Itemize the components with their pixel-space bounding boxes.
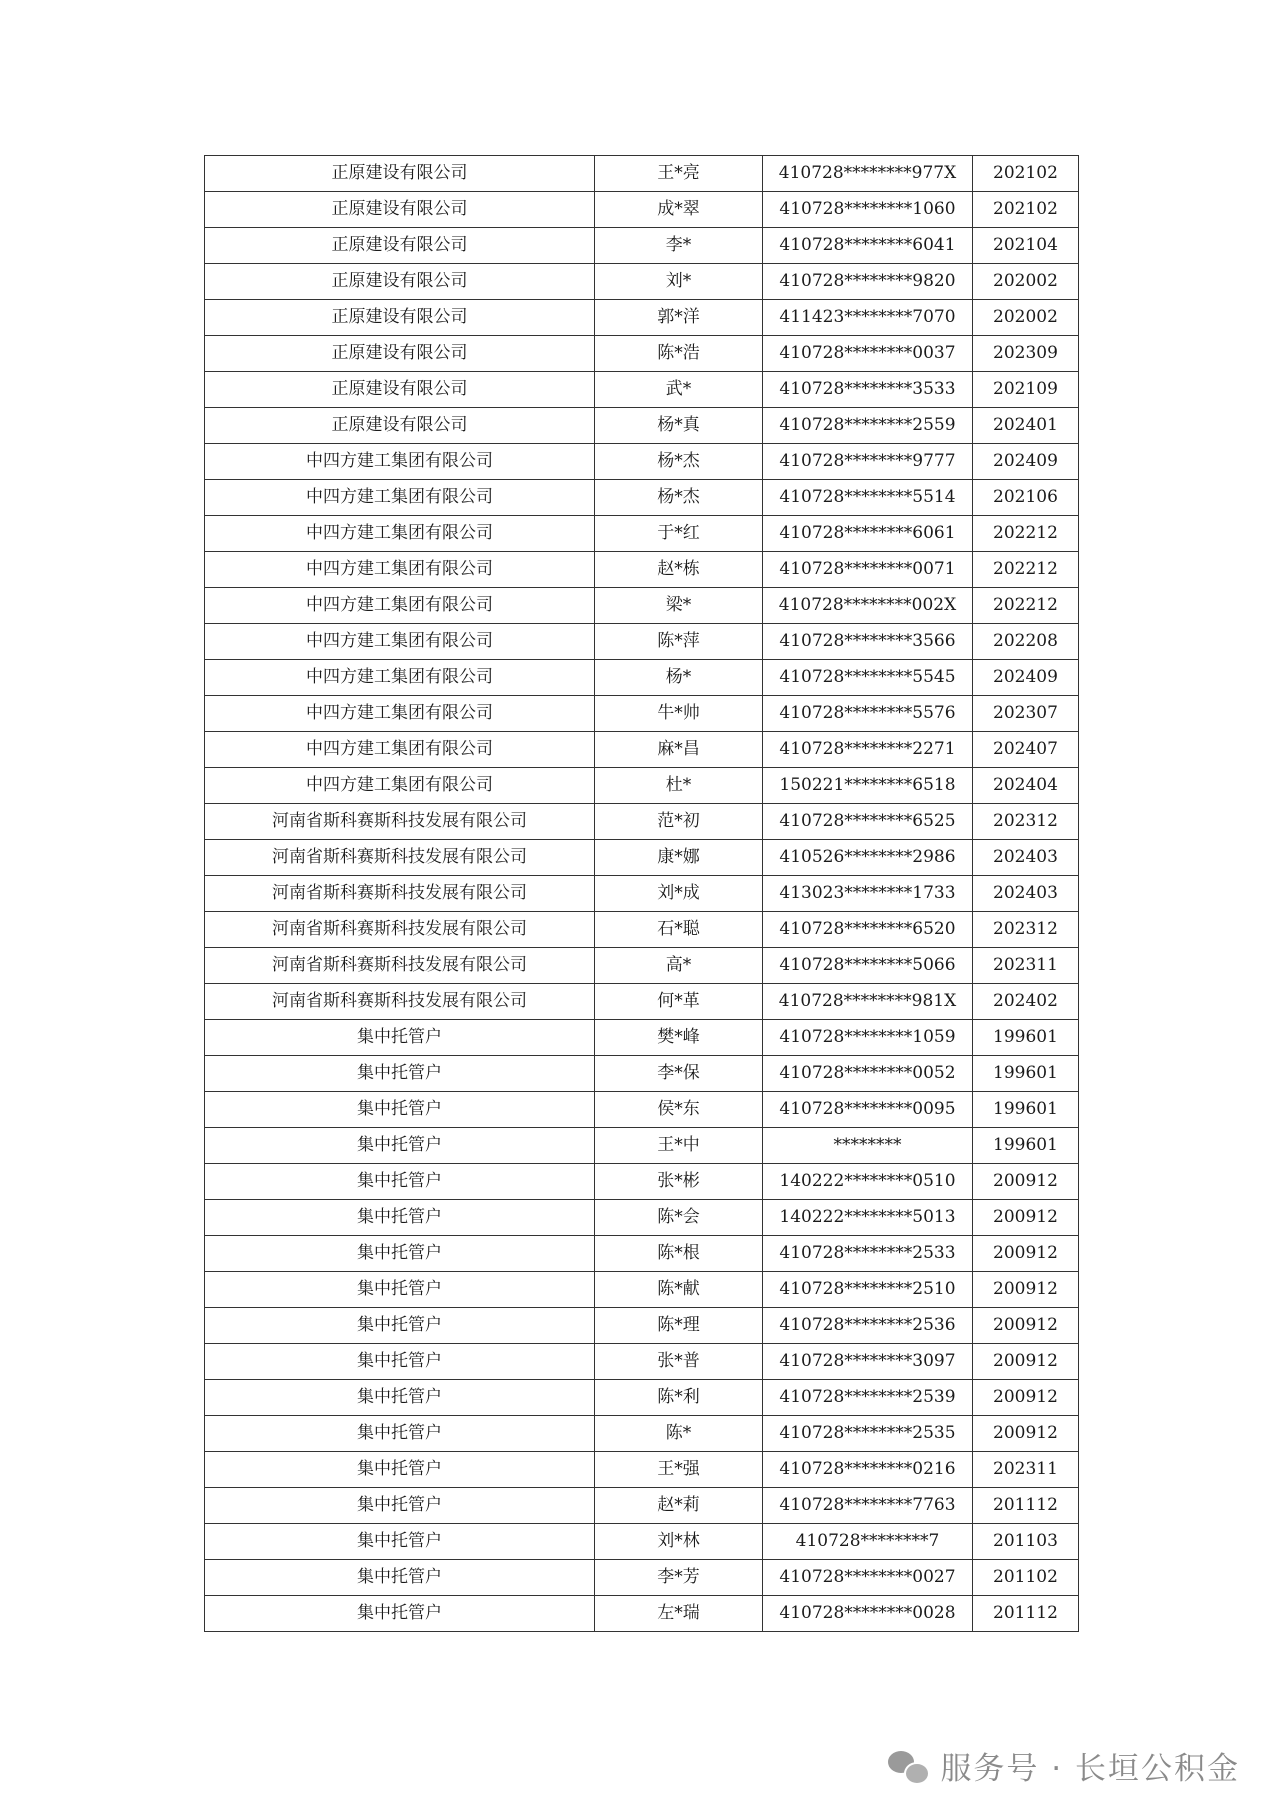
name-cell: 牛*帅 — [595, 696, 763, 732]
id-number-cell: 410728********2271 — [763, 732, 973, 768]
id-number-cell: 150221********6518 — [763, 768, 973, 804]
company-cell: 河南省斯科赛斯科技发展有限公司 — [205, 912, 595, 948]
name-cell: 陈*浩 — [595, 336, 763, 372]
date-cell: 202212 — [973, 588, 1079, 624]
id-number-cell: 410728********3097 — [763, 1344, 973, 1380]
company-cell: 集中托管户 — [205, 1272, 595, 1308]
name-cell: 杨*真 — [595, 408, 763, 444]
name-cell: 李*保 — [595, 1056, 763, 1092]
table-row — [205, 1236, 1079, 1272]
company-cell: 河南省斯科赛斯科技发展有限公司 — [205, 840, 595, 876]
table-row — [205, 984, 1079, 1020]
company-cell: 集中托管户 — [205, 1020, 595, 1056]
name-cell: 郭*洋 — [595, 300, 763, 336]
name-cell: 杜* — [595, 768, 763, 804]
company-cell: 集中托管户 — [205, 1416, 595, 1452]
date-cell: 200912 — [973, 1344, 1079, 1380]
table-row — [205, 516, 1079, 552]
company-cell: 集中托管户 — [205, 1056, 595, 1092]
company-cell: 正原建设有限公司 — [205, 264, 595, 300]
company-cell: 中四方建工集团有限公司 — [205, 444, 595, 480]
company-cell: 正原建设有限公司 — [205, 192, 595, 228]
table-row — [205, 444, 1079, 480]
id-number-cell: 410728********1059 — [763, 1020, 973, 1056]
company-cell: 集中托管户 — [205, 1596, 595, 1632]
table-row — [205, 948, 1079, 984]
id-number-cell: 410728********0027 — [763, 1560, 973, 1596]
name-cell: 樊*峰 — [595, 1020, 763, 1056]
name-cell: 石*聪 — [595, 912, 763, 948]
company-cell: 中四方建工集团有限公司 — [205, 768, 595, 804]
date-cell: 202403 — [973, 840, 1079, 876]
date-cell: 202311 — [973, 1452, 1079, 1488]
table-row — [205, 1380, 1079, 1416]
date-cell: 202102 — [973, 192, 1079, 228]
company-cell: 河南省斯科赛斯科技发展有限公司 — [205, 948, 595, 984]
company-cell: 正原建设有限公司 — [205, 300, 595, 336]
company-cell: 正原建设有限公司 — [205, 336, 595, 372]
date-cell: 202002 — [973, 264, 1079, 300]
company-cell: 集中托管户 — [205, 1092, 595, 1128]
name-cell: 于*红 — [595, 516, 763, 552]
date-cell: 199601 — [973, 1128, 1079, 1164]
company-cell: 中四方建工集团有限公司 — [205, 660, 595, 696]
name-cell: 张*普 — [595, 1344, 763, 1380]
table-row — [205, 408, 1079, 444]
date-cell: 201112 — [973, 1488, 1079, 1524]
watermark-text: 服务号 · 长垣公积金 — [940, 1751, 1240, 1787]
date-cell: 199601 — [973, 1092, 1079, 1128]
name-cell: 左*瑞 — [595, 1596, 763, 1632]
company-cell: 河南省斯科赛斯科技发展有限公司 — [205, 984, 595, 1020]
company-cell: 中四方建工集团有限公司 — [205, 516, 595, 552]
name-cell: 王*亮 — [595, 156, 763, 192]
date-cell: 201103 — [973, 1524, 1079, 1560]
date-cell: 202312 — [973, 912, 1079, 948]
id-number-cell: 410728********6520 — [763, 912, 973, 948]
date-cell: 202312 — [973, 804, 1079, 840]
table-row — [205, 1092, 1079, 1128]
name-cell: 刘*林 — [595, 1524, 763, 1560]
table-row — [205, 1560, 1079, 1596]
id-number-cell: 140222********0510 — [763, 1164, 973, 1200]
date-cell: 199601 — [973, 1020, 1079, 1056]
id-number-cell: 410728********7763 — [763, 1488, 973, 1524]
date-cell: 200912 — [973, 1164, 1079, 1200]
name-cell: 侯*东 — [595, 1092, 763, 1128]
date-cell: 202403 — [973, 876, 1079, 912]
date-cell: 202102 — [973, 156, 1079, 192]
name-cell: 杨*杰 — [595, 480, 763, 516]
table-row — [205, 1128, 1079, 1164]
date-cell: 202402 — [973, 984, 1079, 1020]
table-row — [205, 912, 1079, 948]
company-cell: 集中托管户 — [205, 1344, 595, 1380]
name-cell: 成*翠 — [595, 192, 763, 228]
table-row — [205, 1344, 1079, 1380]
date-cell: 202002 — [973, 300, 1079, 336]
id-number-cell: 410526********2986 — [763, 840, 973, 876]
name-cell: 杨*杰 — [595, 444, 763, 480]
id-number-cell: 140222********5013 — [763, 1200, 973, 1236]
id-number-cell: 410728********2510 — [763, 1272, 973, 1308]
table-row — [205, 552, 1079, 588]
id-number-cell: 413023********1733 — [763, 876, 973, 912]
table-row — [205, 1416, 1079, 1452]
id-number-cell: 410728********2536 — [763, 1308, 973, 1344]
id-number-cell: 410728********5066 — [763, 948, 973, 984]
name-cell: 赵*栋 — [595, 552, 763, 588]
table-row — [205, 732, 1079, 768]
company-cell: 集中托管户 — [205, 1488, 595, 1524]
table-row — [205, 300, 1079, 336]
name-cell: 麻*昌 — [595, 732, 763, 768]
table-row — [205, 840, 1079, 876]
date-cell: 202404 — [973, 768, 1079, 804]
company-cell: 集中托管户 — [205, 1380, 595, 1416]
name-cell: 刘* — [595, 264, 763, 300]
id-number-cell: 410728********7 — [763, 1524, 973, 1560]
id-number-cell: 410728********977X — [763, 156, 973, 192]
date-cell: 199601 — [973, 1056, 1079, 1092]
table-row — [205, 876, 1079, 912]
name-cell: 陈* — [595, 1416, 763, 1452]
id-number-cell: 410728********1060 — [763, 192, 973, 228]
table-row — [205, 336, 1079, 372]
id-number-cell: 410728********5514 — [763, 480, 973, 516]
date-cell: 201102 — [973, 1560, 1079, 1596]
company-cell: 正原建设有限公司 — [205, 408, 595, 444]
watermark — [888, 1743, 1240, 1788]
company-cell: 中四方建工集团有限公司 — [205, 588, 595, 624]
table-row — [205, 1524, 1079, 1560]
id-number-cell: 410728********6041 — [763, 228, 973, 264]
table-row — [205, 768, 1079, 804]
date-cell: 200912 — [973, 1308, 1079, 1344]
table-row — [205, 696, 1079, 732]
date-cell: 200912 — [973, 1272, 1079, 1308]
date-cell: 200912 — [973, 1236, 1079, 1272]
date-cell: 200912 — [973, 1416, 1079, 1452]
company-cell: 河南省斯科赛斯科技发展有限公司 — [205, 876, 595, 912]
table-row — [205, 156, 1079, 192]
date-cell: 202401 — [973, 408, 1079, 444]
company-cell: 集中托管户 — [205, 1308, 595, 1344]
record-table — [204, 155, 1079, 1632]
record-table-body — [205, 156, 1079, 1632]
table-row — [205, 1200, 1079, 1236]
company-cell: 集中托管户 — [205, 1128, 595, 1164]
name-cell: 赵*莉 — [595, 1488, 763, 1524]
table-row — [205, 624, 1079, 660]
id-number-cell: 410728********2559 — [763, 408, 973, 444]
company-cell: 河南省斯科赛斯科技发展有限公司 — [205, 804, 595, 840]
name-cell: 陈*献 — [595, 1272, 763, 1308]
id-number-cell: 410728********0095 — [763, 1092, 973, 1128]
company-cell: 正原建设有限公司 — [205, 372, 595, 408]
table-row — [205, 1164, 1079, 1200]
name-cell: 陈*会 — [595, 1200, 763, 1236]
name-cell: 何*革 — [595, 984, 763, 1020]
company-cell: 中四方建工集团有限公司 — [205, 624, 595, 660]
table-row — [205, 192, 1079, 228]
table-row — [205, 264, 1079, 300]
company-cell: 集中托管户 — [205, 1236, 595, 1272]
date-cell: 202212 — [973, 516, 1079, 552]
date-cell: 202409 — [973, 444, 1079, 480]
id-number-cell: 410728********3533 — [763, 372, 973, 408]
company-cell: 集中托管户 — [205, 1560, 595, 1596]
id-number-cell: 410728********6061 — [763, 516, 973, 552]
date-cell: 202311 — [973, 948, 1079, 984]
id-number-cell: 410728********3566 — [763, 624, 973, 660]
date-cell: 202212 — [973, 552, 1079, 588]
id-number-cell: 410728********2535 — [763, 1416, 973, 1452]
id-number-cell: 411423********7070 — [763, 300, 973, 336]
company-cell: 中四方建工集团有限公司 — [205, 732, 595, 768]
date-cell: 200912 — [973, 1380, 1079, 1416]
name-cell: 李* — [595, 228, 763, 264]
table-row — [205, 480, 1079, 516]
date-cell: 202409 — [973, 660, 1079, 696]
name-cell: 陈*利 — [595, 1380, 763, 1416]
name-cell: 杨* — [595, 660, 763, 696]
table-row — [205, 1020, 1079, 1056]
name-cell: 梁* — [595, 588, 763, 624]
id-number-cell: ******** — [763, 1128, 973, 1164]
name-cell: 王*中 — [595, 1128, 763, 1164]
date-cell: 202208 — [973, 624, 1079, 660]
date-cell: 201112 — [973, 1596, 1079, 1632]
date-cell: 202407 — [973, 732, 1079, 768]
company-cell: 集中托管户 — [205, 1452, 595, 1488]
id-number-cell: 410728********2533 — [763, 1236, 973, 1272]
name-cell: 刘*成 — [595, 876, 763, 912]
name-cell: 高* — [595, 948, 763, 984]
table-row — [205, 1596, 1079, 1632]
company-cell: 正原建设有限公司 — [205, 156, 595, 192]
company-cell: 集中托管户 — [205, 1164, 595, 1200]
name-cell: 陈*根 — [595, 1236, 763, 1272]
table-row — [205, 1452, 1079, 1488]
company-cell: 正原建设有限公司 — [205, 228, 595, 264]
table-row — [205, 372, 1079, 408]
date-cell: 202109 — [973, 372, 1079, 408]
id-number-cell: 410728********5576 — [763, 696, 973, 732]
company-cell: 集中托管户 — [205, 1524, 595, 1560]
table-row — [205, 804, 1079, 840]
date-cell: 202104 — [973, 228, 1079, 264]
id-number-cell: 410728********9820 — [763, 264, 973, 300]
date-cell: 202309 — [973, 336, 1079, 372]
table-row — [205, 1056, 1079, 1092]
id-number-cell: 410728********981X — [763, 984, 973, 1020]
name-cell: 李*芳 — [595, 1560, 763, 1596]
date-cell: 202307 — [973, 696, 1079, 732]
table-row — [205, 228, 1079, 264]
company-cell: 中四方建工集团有限公司 — [205, 696, 595, 732]
id-number-cell: 410728********2539 — [763, 1380, 973, 1416]
id-number-cell: 410728********6525 — [763, 804, 973, 840]
company-cell: 中四方建工集团有限公司 — [205, 480, 595, 516]
id-number-cell: 410728********0037 — [763, 336, 973, 372]
id-number-cell: 410728********0052 — [763, 1056, 973, 1092]
id-number-cell: 410728********5545 — [763, 660, 973, 696]
date-cell: 202106 — [973, 480, 1079, 516]
name-cell: 康*娜 — [595, 840, 763, 876]
name-cell: 武* — [595, 372, 763, 408]
name-cell: 王*强 — [595, 1452, 763, 1488]
wechat-icon — [888, 1749, 928, 1783]
table-row — [205, 1272, 1079, 1308]
id-number-cell: 410728********0028 — [763, 1596, 973, 1632]
name-cell: 陈*萍 — [595, 624, 763, 660]
table-row — [205, 1488, 1079, 1524]
id-number-cell: 410728********0216 — [763, 1452, 973, 1488]
name-cell: 范*初 — [595, 804, 763, 840]
date-cell: 200912 — [973, 1200, 1079, 1236]
company-cell: 集中托管户 — [205, 1200, 595, 1236]
company-cell: 中四方建工集团有限公司 — [205, 552, 595, 588]
id-number-cell: 410728********002X — [763, 588, 973, 624]
name-cell: 张*彬 — [595, 1164, 763, 1200]
id-number-cell: 410728********0071 — [763, 552, 973, 588]
id-number-cell: 410728********9777 — [763, 444, 973, 480]
table-row — [205, 588, 1079, 624]
table-row — [205, 1308, 1079, 1344]
table-row — [205, 660, 1079, 696]
name-cell: 陈*理 — [595, 1308, 763, 1344]
